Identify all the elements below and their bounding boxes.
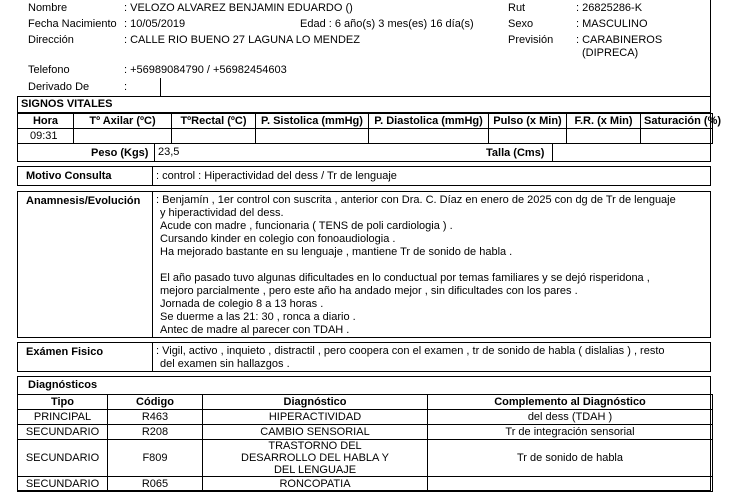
examen-divider bbox=[152, 342, 153, 372]
table-row bbox=[18, 477, 713, 492]
peso-divider bbox=[154, 143, 155, 162]
direccion-value: : CALLE RIO BUENO 27 LAGUNA LO MENDEZ bbox=[124, 34, 360, 46]
diag-diagnostico: TRASTORNO DEL DESARROLLO DEL HABLA Y DEL LENGUAJE bbox=[203, 440, 428, 477]
telefono-label: Telefono bbox=[28, 64, 70, 76]
derivado-label: Derivado De bbox=[28, 81, 90, 93]
diag-header-tipo: Tipo bbox=[18, 395, 108, 410]
diag-header-complemento: Complemento al Diagnóstico bbox=[428, 395, 713, 410]
direccion-label: Dirección bbox=[28, 34, 74, 46]
diag-codigo: F809 bbox=[108, 440, 203, 477]
vitals-title: SIGNOS VITALES bbox=[21, 98, 113, 110]
motivo-value: : control : Hiperactividad del dess / Tr de lenguaje bbox=[156, 170, 397, 182]
anamnesis-line: Ha mejorado bastante en su lenguaje , mantiene Tr de sonido de habla . bbox=[160, 246, 513, 258]
anamnesis-line: El año pasado tuvo algunas dificultades en lo conductual por temas familiares y se dejó risperidona , bbox=[160, 272, 650, 284]
nombre-label: Nombre bbox=[28, 2, 68, 14]
peso-label: Peso (Kgs) bbox=[91, 147, 149, 159]
vitals-cell bbox=[74, 129, 172, 144]
diag-tipo: SECUNDARIO bbox=[18, 425, 108, 440]
vitals-header-sistolica: P. Sistolica (mmHg) bbox=[256, 114, 369, 129]
anamnesis-line: Jornada de colegio 8 a 13 horas . bbox=[160, 298, 324, 310]
vitals-table bbox=[17, 113, 722, 144]
sexo-label: Sexo bbox=[508, 18, 534, 30]
diag-diagnostico: RONCOPATIA bbox=[203, 477, 428, 492]
diag-diagnostico: HIPERACTIVIDAD bbox=[203, 410, 428, 425]
rut-label: Rut bbox=[508, 2, 526, 14]
diag-codigo: R208 bbox=[108, 425, 203, 440]
table-row bbox=[18, 410, 713, 425]
anamnesis-line: Cursando kinder en colegio con fonoaudiologia . bbox=[160, 233, 396, 245]
vitals-header-saturacion: Saturación (%) bbox=[641, 114, 713, 129]
anamnesis-label: Anamnesis/Evolución bbox=[26, 195, 141, 207]
fecha-label: Fecha Nacimiento bbox=[28, 18, 117, 30]
telefono-value: : +56989084790 / +56982454603 bbox=[124, 64, 287, 76]
talla-divider bbox=[552, 143, 553, 162]
diag-complemento: Tr de sonido de habla bbox=[428, 440, 713, 477]
diag-codigo: R065 bbox=[108, 477, 203, 492]
motivo-divider bbox=[152, 166, 153, 186]
anamnesis-line: y hiperactividad del dess. bbox=[160, 207, 284, 219]
vitals-cell bbox=[567, 129, 641, 144]
vitals-cell bbox=[256, 129, 369, 144]
anamnesis-section bbox=[17, 191, 711, 338]
diag-header-codigo: Código bbox=[108, 395, 203, 410]
anamnesis-line: Antec de madre al parecer con TDAH . bbox=[160, 324, 350, 336]
vitals-header-fr: F.R. (x Min) bbox=[567, 114, 641, 129]
talla-label: Talla (Cms) bbox=[486, 147, 545, 159]
fecha-value: : 10/05/2019 bbox=[124, 18, 186, 30]
diag-diagnostico: CAMBIO SENSORIAL bbox=[203, 425, 428, 440]
diag-complemento bbox=[428, 477, 713, 492]
anamnesis-line: : Benjamín , 1er control con suscrita , anterior con Dra. C. Díaz en enero de 2025 con dg de Tr de lenguaje bbox=[156, 194, 676, 206]
vitals-hora-value: 09:31 bbox=[18, 129, 74, 144]
anamnesis-divider bbox=[152, 191, 153, 338]
diag-tipo: SECUNDARIO bbox=[18, 477, 108, 492]
rut-value: : 26825286-K bbox=[576, 2, 643, 14]
vitals-cell bbox=[489, 129, 567, 144]
anamnesis-line: Acude con madre , funcionaria ( TENS de poli cardiologia ) . bbox=[160, 220, 453, 232]
motivo-label: Motivo Consulta bbox=[26, 170, 112, 182]
diag-tipo: PRINCIPAL bbox=[18, 410, 108, 425]
vitals-cell bbox=[641, 129, 713, 144]
table-row bbox=[18, 425, 713, 440]
prevision-label: Previsión bbox=[508, 34, 554, 46]
anamnesis-line: mejoro parcialmente , pero este año ha andado mejor , sin dificultades con los pares . bbox=[160, 285, 578, 297]
vitals-header-axilar: Tº Axilar (ºC) bbox=[74, 114, 172, 129]
prevision-value-2: (DIPRECA) bbox=[582, 47, 639, 59]
peso-value: 23,5 bbox=[158, 146, 180, 158]
derivado-divider bbox=[160, 78, 161, 96]
anamnesis-line: Se duerme a las 21: 30 , ronca a diario . bbox=[160, 311, 356, 323]
vitals-cell bbox=[369, 129, 489, 144]
vitals-header-pulso: Pulso (x Min) bbox=[489, 114, 567, 129]
examen-line-1: : Vigil, activo , inquieto , distractil , pero coopera con el examen , tr de sonido de habla ( dislalias ) , resto bbox=[156, 345, 665, 357]
diagnosticos-table bbox=[17, 394, 713, 492]
diag-codigo: R463 bbox=[108, 410, 203, 425]
table-row bbox=[18, 440, 713, 477]
edad-value: Edad : 6 año(s) 3 mes(es) 16 día(s) bbox=[300, 18, 474, 30]
vitals-cell bbox=[172, 129, 256, 144]
examen-line-2: del examen sin hallazgos . bbox=[160, 358, 290, 370]
header-divider bbox=[710, 0, 711, 96]
vitals-header-hora: Hora bbox=[18, 114, 74, 129]
sexo-value: : MASCULINO bbox=[576, 18, 648, 30]
vitals-header-rectal: TºRectal (ºC) bbox=[172, 114, 256, 129]
diagnosticos-title: Diagnósticos bbox=[28, 379, 98, 391]
diag-header-diagnostico: Diagnóstico bbox=[203, 395, 428, 410]
diag-tipo: SECUNDARIO bbox=[18, 440, 108, 477]
diag-complemento: Tr de integración sensorial bbox=[428, 425, 713, 440]
derivado-value: : bbox=[124, 81, 128, 93]
prevision-value: : CARABINEROS bbox=[576, 34, 663, 46]
examen-label: Exámen Fisico bbox=[26, 346, 104, 358]
nombre-value: : VELOZO ALVAREZ BENJAMIN EDUARDO () bbox=[124, 2, 353, 14]
diag-complemento: del dess (TDAH ) bbox=[428, 410, 713, 425]
vitals-header-diastolica: P. Diastolica (mmHg) bbox=[369, 114, 489, 129]
